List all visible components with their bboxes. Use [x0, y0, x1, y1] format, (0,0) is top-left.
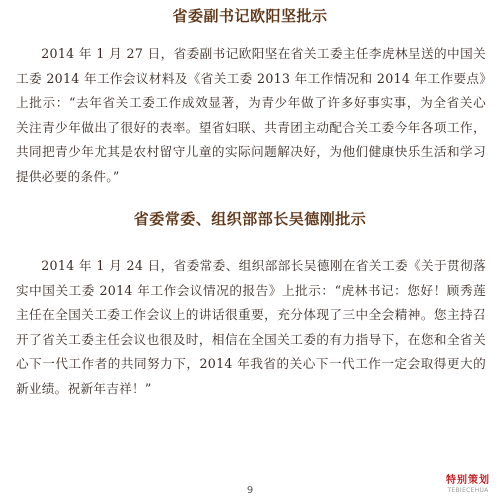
- section-2-body: 2014 年 1 月 24 日，省委常委、组织部部长吴德刚在省关工委《关于贯彻落实中国关工委 2014 年工作会议情况的报告》上批示：“虎林书记：您好！顾秀莲主任在全国关工委工作会议上的讲话很重要，充分体现了三中全会精神。您主持召开了省关工委主任会议也很及时，相信在全国关工委的有力指导下，在您和全省关心下一代工作者的共同努力下，2014 年我省的关心下一代工作一定会取得更大的新业绩。祝新年吉祥！”: [16, 258, 486, 396]
- section-1-title: 省委副书记欧阳坚批示: [172, 7, 328, 25]
- page-number: 9: [246, 485, 254, 496]
- section-badge: [446, 476, 490, 494]
- section-badge-label: 特别策划: [446, 475, 490, 486]
- section-1-body: 2014 年 1 月 27 日，省委副书记欧阳坚在省关工委主任李虎林呈送的中国关工委 2014 年工作会议材料及《省关工委 2013 年工作情况和 2014 年工作要点》上批示：“去年省关工委工作成效显著，为青少年做了许多好事实事，为全省关心关注青少年做出了很好的表率。望省妇联、共青团主动配合关工委今年各项工作，共同把青少年尤其是农村留守儿童的实际问题解决好，为他们健康快乐生活和学习提供必要的条件。”: [16, 46, 486, 184]
- section-badge-pinyin: TEBIECEHUA: [447, 487, 489, 494]
- section-2-title: 省委常委、组织部部长吴德刚批示: [133, 210, 367, 228]
